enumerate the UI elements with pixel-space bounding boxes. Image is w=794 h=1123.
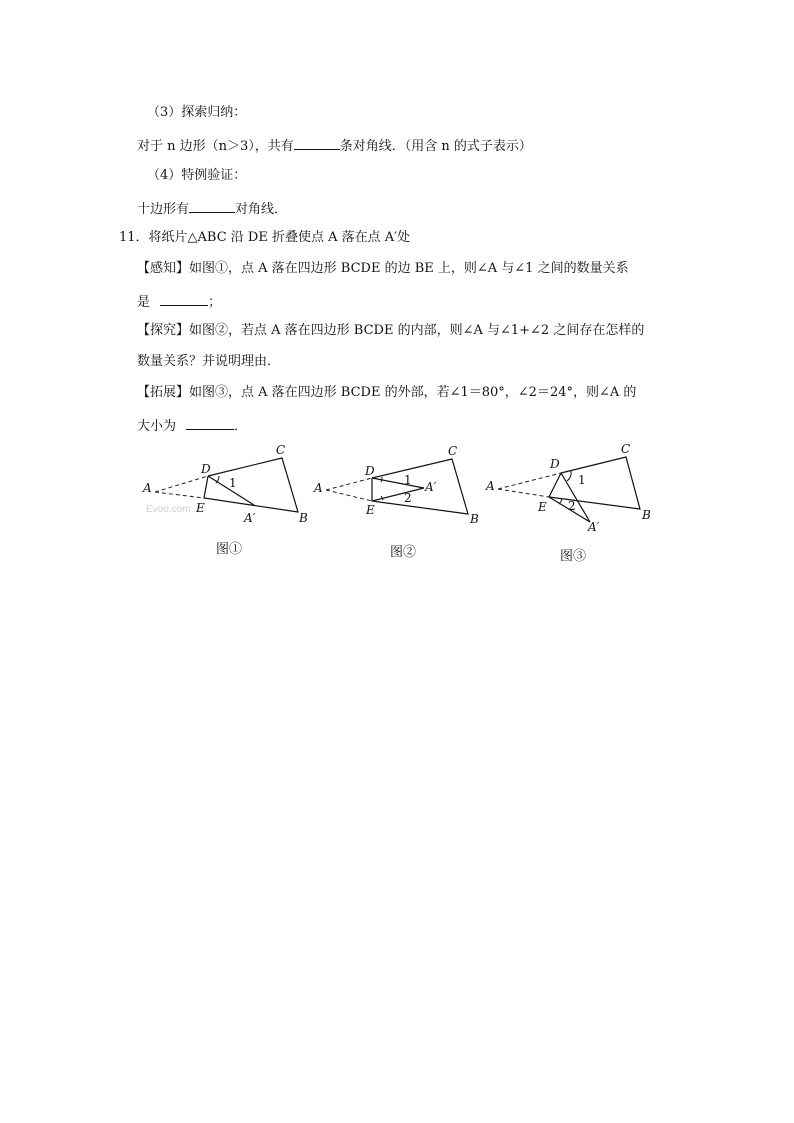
extend-end: ． — [234, 419, 248, 434]
part4-text-b: 对角线． — [235, 202, 288, 217]
fig1-label-d: D — [201, 462, 211, 476]
q11-perceive-line1: 【感知】如图①，点 A 落在四边形 BCDE 的边 BE 上，则∠A 与∠1 之间的数量关系 — [137, 261, 629, 276]
fig3-fold-da — [561, 473, 590, 522]
q11-extend-line1: 【拓展】如图③，点 A 落在四边形 BCDE 的外部，若∠1＝80°，∠2＝24°，则∠A 的 — [137, 385, 637, 400]
fig2-fold-da — [372, 478, 424, 488]
extend-lead: 大小为 — [137, 419, 177, 434]
part3-heading: （3）探索归纳： — [147, 105, 247, 120]
answer-blank-2[interactable] — [189, 198, 235, 213]
fig2-label-1: 1 — [404, 473, 412, 487]
fig1-quad-bcde — [204, 458, 298, 512]
fig3-label-b: B — [642, 508, 651, 522]
fig2-label-c: C — [448, 444, 458, 458]
fig2-dash-ae — [326, 490, 372, 501]
fig1-dash-ae — [155, 492, 204, 498]
figure-1-caption: 图① — [216, 542, 243, 557]
fig2-label-a: A — [314, 481, 323, 495]
fig1-dash-ad — [155, 476, 208, 492]
fig1-label-1: 1 — [229, 476, 237, 490]
fig2-label-e: E — [366, 503, 375, 517]
figure-2 — [313, 444, 479, 526]
fig3-label-2: 2 — [568, 499, 576, 513]
fig2-label-aprime: A′ — [425, 480, 437, 494]
part4-heading: （4）特例验证： — [147, 168, 247, 183]
fig3-label-aprime: A′ — [588, 520, 600, 534]
figure-3-caption: 图③ — [560, 549, 587, 564]
part3-text-b: 条对角线．（用含 n 的式子表示） — [339, 139, 532, 154]
perceive-lead: 是 — [137, 295, 151, 310]
fig2-angle2-arc — [381, 496, 383, 500]
answer-blank-4[interactable] — [186, 415, 234, 430]
q11-title: 11．将纸片△ABC 沿 DE 折叠使点 A 落在点 A′处 — [119, 230, 411, 245]
fig3-dash-ae — [498, 489, 549, 497]
fig2-dash-ad — [326, 478, 372, 490]
fig1-label-aprime: A′ — [244, 511, 256, 525]
answer-blank-3[interactable] — [160, 291, 208, 306]
fig2-fold-ea — [372, 488, 424, 501]
fig2-label-2: 2 — [404, 491, 412, 505]
part4-text-a: 十边形有 — [137, 202, 190, 217]
q11-perceive-line2 — [137, 291, 221, 312]
fig3-label-a: A — [486, 479, 495, 493]
fig3-label-e: E — [538, 500, 547, 514]
fig2-quad-bcde — [372, 459, 468, 514]
fig1-label-c: C — [276, 443, 286, 457]
q11-explore-line2: 数量关系？并说明理由． — [137, 354, 281, 369]
fig3-quad-bcde — [549, 457, 640, 509]
fig3-label-d: D — [550, 457, 560, 471]
fig3-angle2-arc — [559, 499, 562, 504]
figures-svg — [0, 440, 794, 600]
q11-explore-line1: 【探究】如图②，若点 A 落在四边形 BCDE 的内部，则∠A 与∠1+∠2 之间存在怎样的 — [137, 323, 645, 338]
perceive-end: ； — [208, 295, 222, 310]
answer-blank-1[interactable] — [294, 135, 340, 150]
fig1-label-e: E — [196, 501, 205, 515]
watermark: Evoo.com — [146, 504, 191, 515]
fig2-label-d: D — [365, 464, 375, 478]
part4-question — [137, 198, 287, 219]
part3-text-a: 对于 n 边形（n＞3），共有 — [137, 139, 294, 154]
fig3-dash-ad — [498, 473, 561, 489]
part3-question — [137, 135, 532, 156]
fig1-label-b: B — [299, 511, 308, 525]
fig3-angle1-arc — [567, 471, 571, 481]
fig1-label-a: A — [143, 481, 152, 495]
figure-3 — [485, 442, 651, 534]
fig2-label-b: B — [470, 512, 479, 526]
fig3-label-c: C — [621, 442, 631, 456]
q11-extend-line2 — [137, 415, 247, 436]
fig3-label-1: 1 — [578, 473, 586, 487]
figure-2-caption: 图② — [390, 545, 417, 560]
